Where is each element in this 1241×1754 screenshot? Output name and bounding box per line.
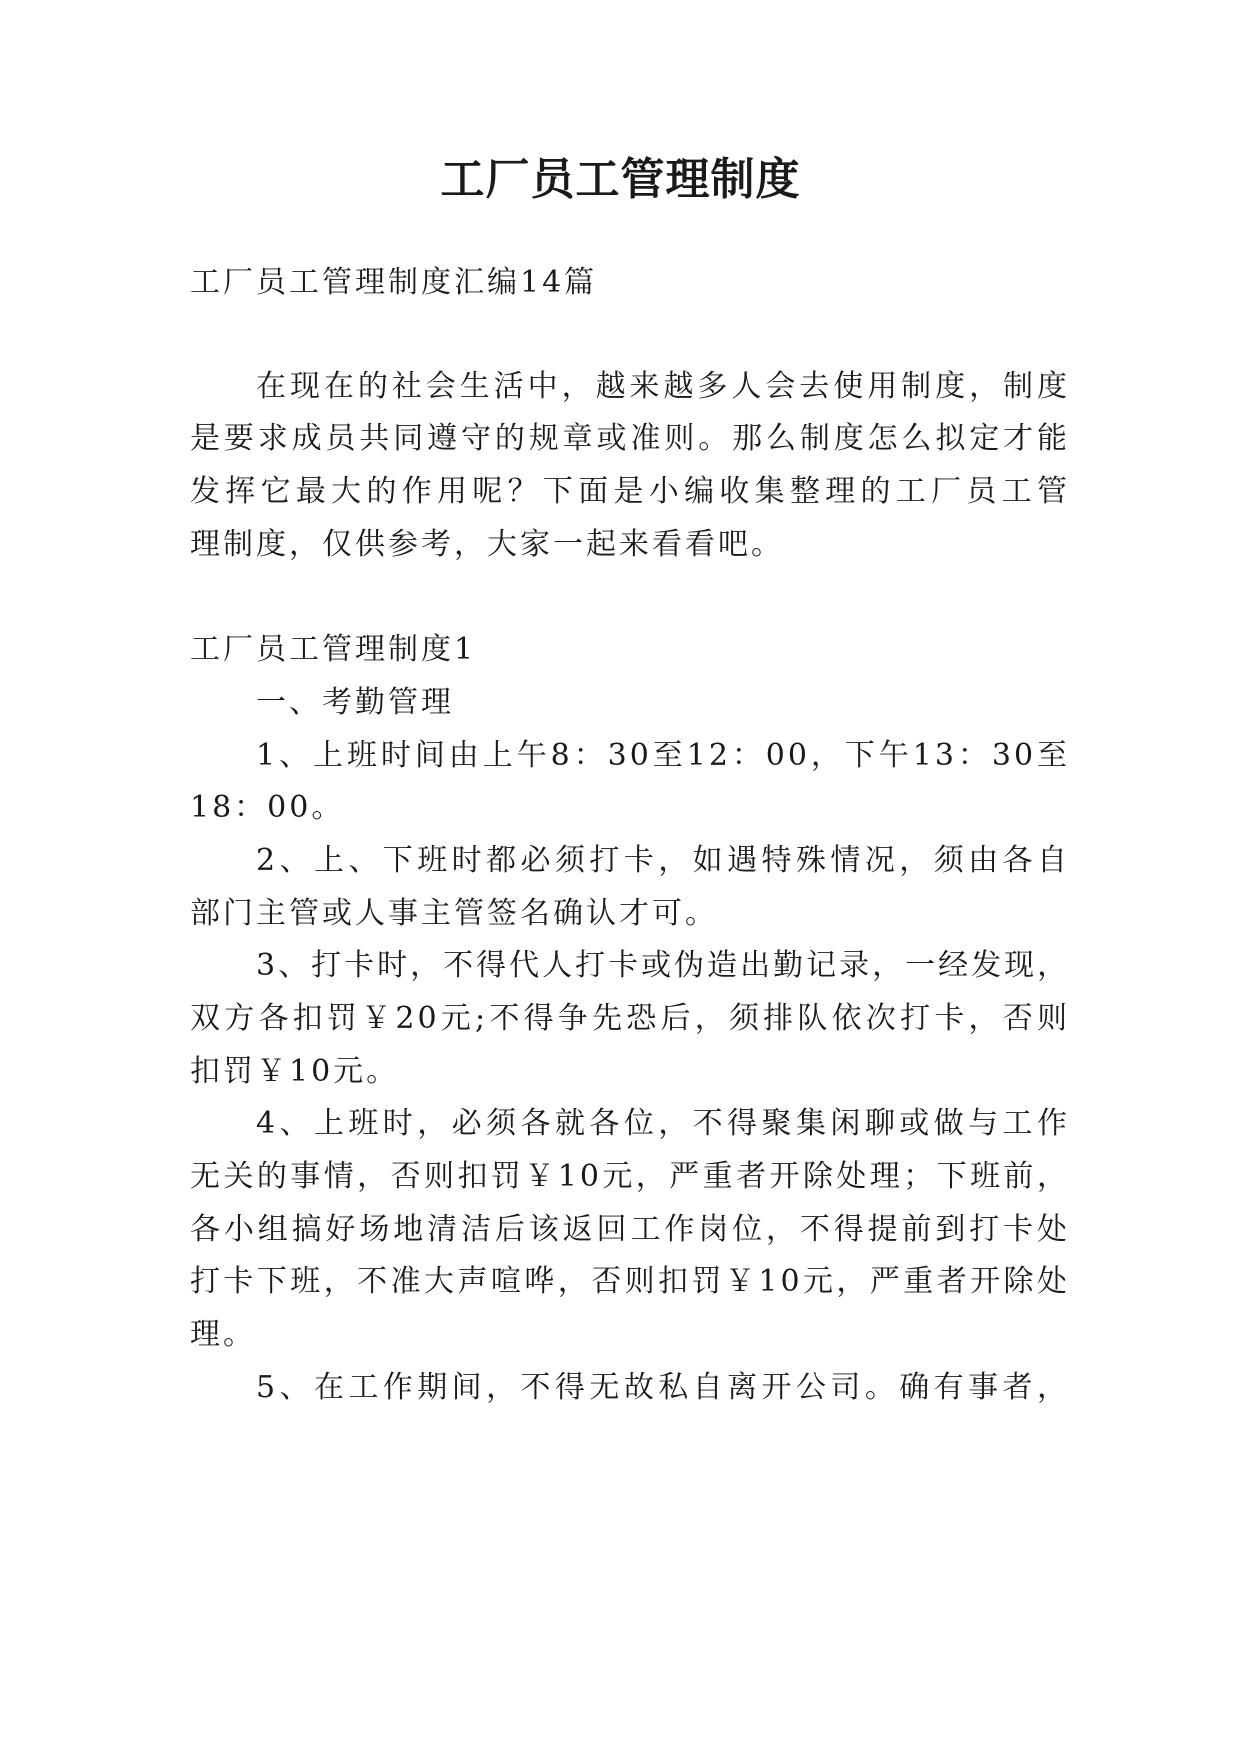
- item-5-line-1: 5、在工作期间，不得无故私自离开公司。确有事者，: [256, 1370, 1070, 1405]
- item-2-line-2: 部门主管或人事主管签名确认才可。: [190, 896, 718, 931]
- document-title: 工厂员工管理制度: [440, 154, 801, 205]
- item-4-line-1: 4、上班时，必须各就各位，不得聚集闲聊或做与工作: [256, 1106, 1070, 1141]
- document-subtitle: 工厂员工管理制度汇编14篇: [190, 265, 598, 300]
- item-1-line-2: 18：00。: [190, 790, 345, 825]
- subsection-heading: 一、考勤管理: [256, 685, 454, 720]
- intro-line-1: 在现在的社会生活中，越来越多人会去使用制度，制度: [256, 369, 1070, 404]
- item-1-line-1: 1、上班时间由上午8：30至12：00，下午13：30至: [256, 738, 1070, 773]
- item-4-line-3: 各小组搞好场地清洁后该返回工作岗位，不得提前到打卡处: [190, 1212, 1070, 1247]
- item-4-line-5: 理。: [190, 1317, 256, 1352]
- item-3-line-2: 双方各扣罚￥20元;不得争先恐后，须排队依次打卡，否则: [190, 1001, 1070, 1036]
- item-3-line-3: 扣罚￥10元。: [190, 1054, 400, 1089]
- item-4-line-4: 打卡下班，不准大声喧哗，否则扣罚￥10元，严重者开除处: [190, 1264, 1070, 1299]
- intro-line-3: 发挥它最大的作用呢？下面是小编收集整理的工厂员工管: [190, 474, 1070, 509]
- section-heading: 工厂员工管理制度1: [190, 632, 477, 667]
- item-2-line-1: 2、上、下班时都必须打卡，如遇特殊情况，须由各自: [256, 843, 1070, 878]
- item-3-line-1: 3、打卡时，不得代人打卡或伪造出勤记录，一经发现，: [256, 948, 1071, 983]
- intro-line-4: 理制度，仅供参考，大家一起来看看吧。: [190, 527, 784, 562]
- intro-line-2: 是要求成员共同遵守的规章或准则。那么制度怎么拟定才能: [190, 421, 1070, 456]
- item-4-line-2: 无关的事情，否则扣罚￥10元，严重者开除处理；下班前，: [190, 1159, 1070, 1194]
